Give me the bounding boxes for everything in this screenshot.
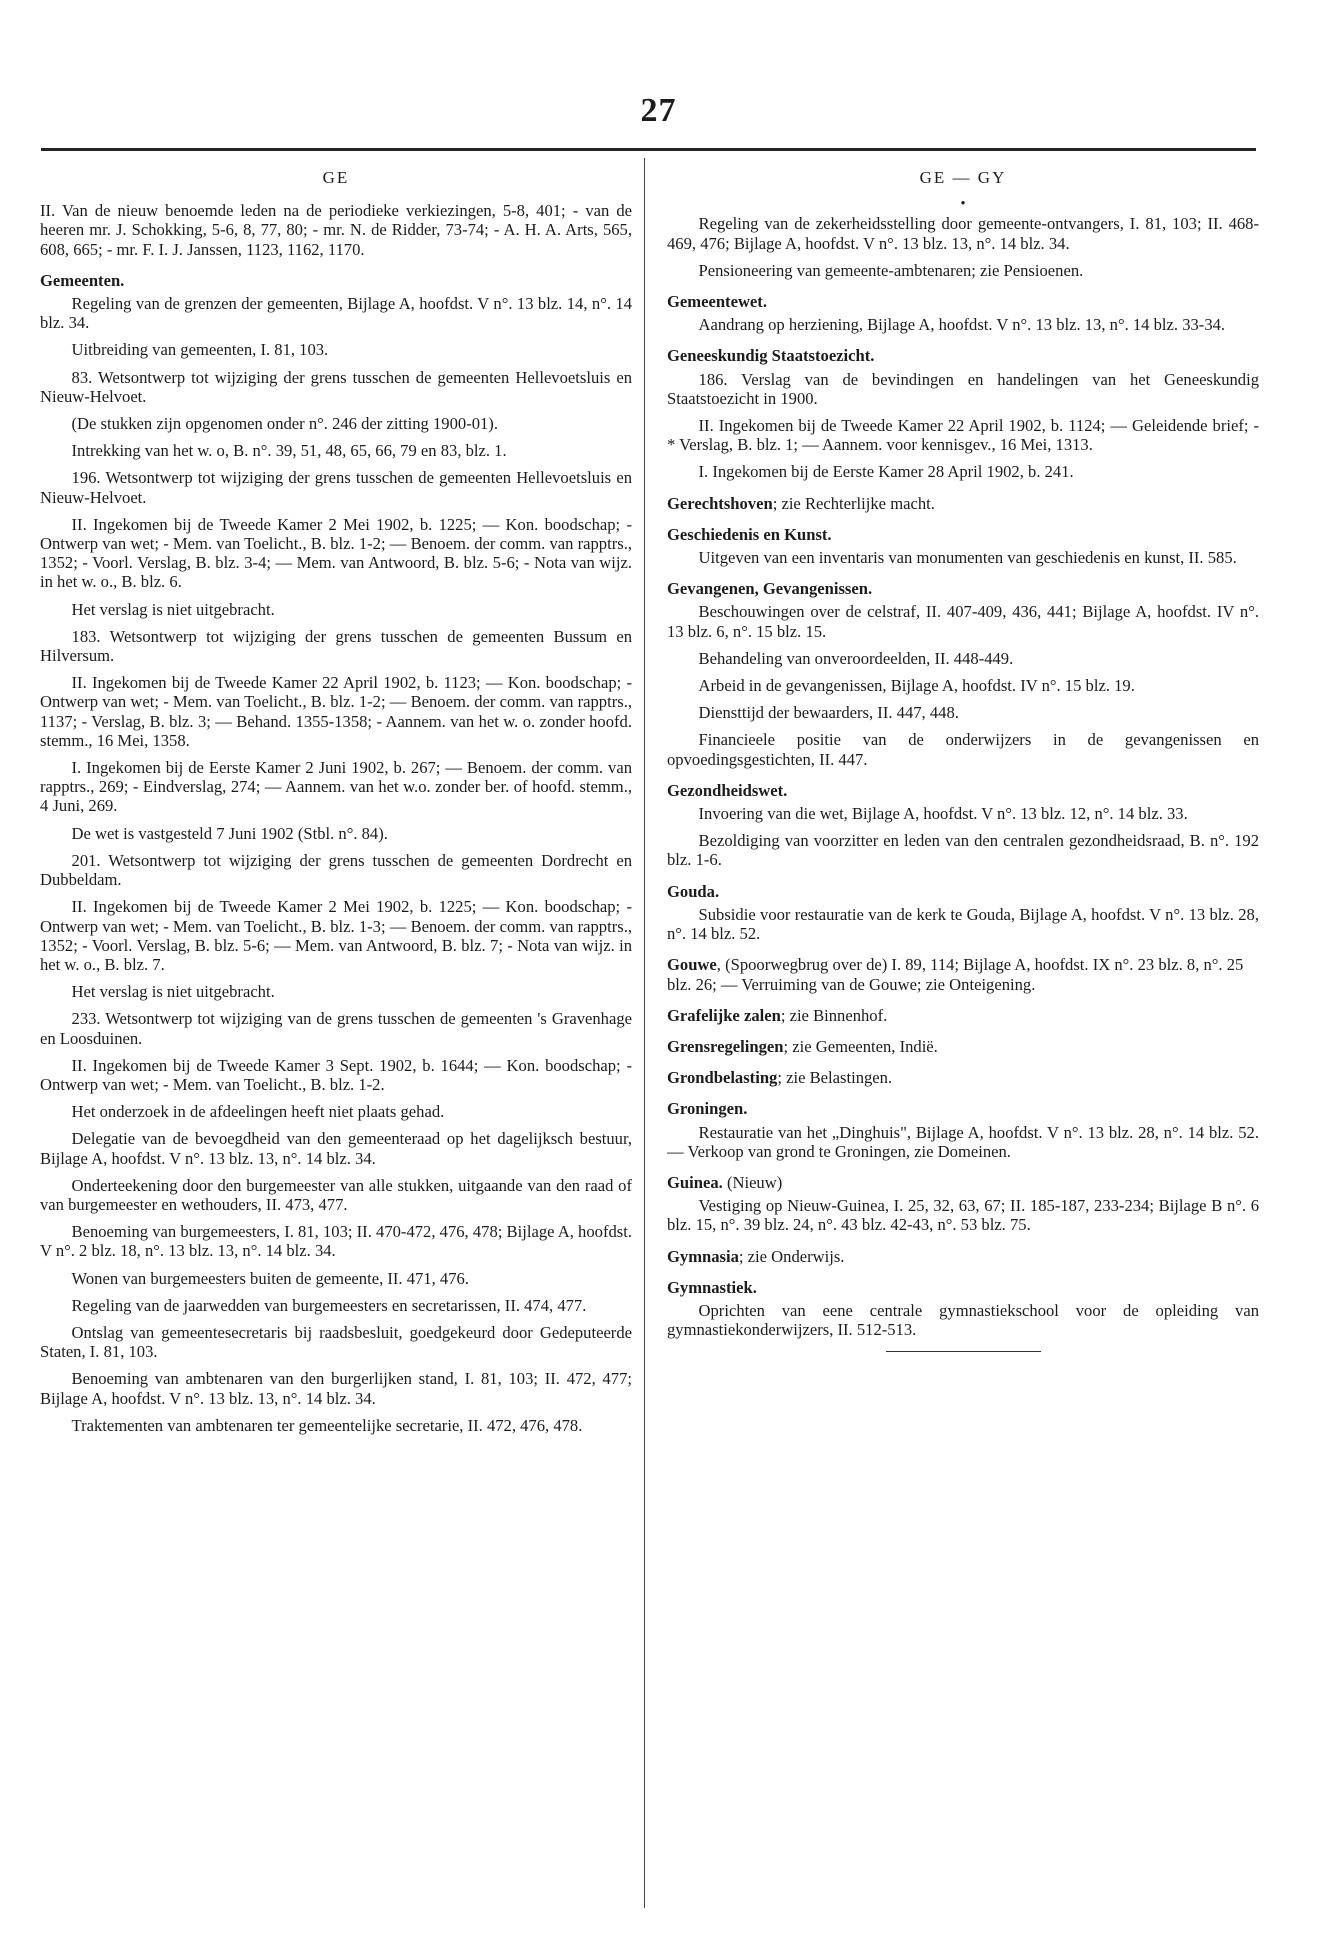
right-column-header: GE — GY — [919, 168, 1007, 187]
entry-heading — [667, 1099, 1259, 1118]
entry-paragraph: De wet is vastgesteld 7 Juni 1902 (Stbl. n°. 84). — [71, 823, 388, 843]
right-column — [667, 168, 1259, 1352]
entry-heading-note: , (Spoorwegbrug over de) I. 89, 114; Bijlage A, hoofdst. IX n°. 23 blz. 8, n°. 25 blz. 26; — Verruiming van de Gouwe; zie Onteigening. — [667, 955, 1244, 994]
entry-heading — [667, 1278, 1259, 1297]
entry-paragraph: 83. Wetsontwerp tot wijziging der grens tusschen de gemeenten Hellevoetsluis en Nieuw-Helvoet. — [40, 367, 632, 406]
entry-heading-text: Groningen. — [667, 1099, 748, 1119]
entry-paragraph: Het verslag is niet uitgebracht. — [71, 599, 275, 619]
entry-heading — [667, 781, 1259, 800]
entry-heading — [667, 1068, 1259, 1087]
entry-paragraph: Benoeming van ambtenaren van den burgerlijken stand, I. 81, 103; II. 472, 477; Bijlage A, hoofdst. V n°. 13 blz. 13, n°. 14 blz. 34. — [40, 1369, 632, 1408]
entry-heading-text: Grafelijke zalen — [667, 1005, 781, 1025]
entry-heading — [667, 1173, 1259, 1192]
entry-heading — [667, 579, 1259, 598]
entry-heading-text: Guinea. — [667, 1172, 723, 1192]
entry-heading-note: ; zie Rechterlijke macht. — [772, 493, 935, 513]
entry-paragraph: 233. Wetsontwerp tot wijziging van de grens tusschen de gemeenten 's Gravenhage en Loosduinen. — [40, 1009, 632, 1048]
entry-paragraph: Aandrang op herziening, Bijlage A, hoofdst. V n°. 13 blz. 13, n°. 14 blz. 33-34. — [698, 315, 1226, 335]
entry-heading-text: Grondbelasting — [667, 1068, 778, 1088]
entry-heading — [667, 494, 1259, 513]
entry-paragraph: 196. Wetsontwerp tot wijziging der grens tusschen de gemeenten Hellevoetsluis en Nieuw-Helvoet. — [40, 468, 632, 507]
entry-paragraph: Arbeid in de gevangenissen, Bijlage A, hoofdst. IV n°. 15 blz. 19. — [698, 676, 1135, 696]
entry-heading-text: Gouwe — [667, 955, 717, 975]
entry-paragraph: 201. Wetsontwerp tot wijziging der grens tusschen de gemeenten Dordrecht en Dubbeldam. — [40, 850, 632, 890]
entry-heading-text: Grensregelingen — [667, 1036, 784, 1056]
entry-heading — [667, 292, 1259, 311]
entry-paragraph: II. Van de nieuw benoemde leden na de periodieke verkiezingen, 5-8, 401; - van de heeren mr. J. Schokking, 5-6, 8, 77, 80; - mr. N. de Ridder, 73-74; - A. H. A. Arts, 565, 608, 665; - mr. F. I. J. Janssen, 1123, 1162, 1170. — [40, 201, 632, 259]
entry-heading — [667, 1037, 1259, 1056]
entry-paragraph: 186. Verslag van de bevindingen en handelingen van het Geneeskundig Staatstoezicht in 1900. — [667, 369, 1259, 408]
entry-heading-text: Geschiedenis en Kunst. — [667, 524, 832, 544]
end-rule — [886, 1351, 1041, 1352]
entry-heading-text: Gymnastiek. — [667, 1277, 757, 1297]
entry-paragraph: Delegatie van de bevoegdheid van den gemeenteraad op het dagelijksch bestuur, Bijlage A, hoofdst. V n°. 13 blz. 13, n°. 14 blz. 34. — [40, 1129, 632, 1168]
column-divider — [644, 158, 645, 1908]
entry-paragraph: Oprichten van eene centrale gymnastiekschool voor de opleiding van gymnastiekonderwijzers, II. 512-513. — [667, 1300, 1259, 1340]
entry-paragraph: Regeling van de grenzen der gemeenten, Bijlage A, hoofdst. V n°. 13 blz. 14, n°. 14 blz. 34. — [40, 294, 632, 333]
page-number: 27 — [640, 92, 677, 129]
entry-paragraph: Traktementen van ambtenaren ter gemeentelijke secretarie, II. 472, 476, 478. — [71, 1415, 583, 1435]
entry-heading-text: Gemeentewet. — [667, 292, 767, 312]
entry-paragraph: Restauratie van het „Dinghuis", Bijlage A, hoofdst. V n°. 13 blz. 28, n°. 14 blz. 52. — Verkoop van grond te Groningen, zie Domeinen. — [667, 1122, 1259, 1161]
entry-paragraph: II. Ingekomen bij de Tweede Kamer 2 Mei 1902, b. 1225; — Kon. boodschap; - Ontwerp van wet; - Mem. van Toelicht., B. blz. 1-2; — Benoem. der comm. van rapptrs., 1352; - Voorl. Verslag, B. blz. 3-4; — Mem. van Antwoord, B. blz. 5-6; - Nota van wijz. in het w. o., B. blz. 6. — [40, 514, 632, 592]
entry-paragraph: II. Ingekomen bij de Tweede Kamer 22 April 1902, b. 1124; — Geleidende brief; - * Verslag, B. blz. 1; — Aannem. voor kennisgev., 16 Mei, 1313. — [667, 416, 1259, 455]
entry-heading — [667, 1247, 1259, 1266]
entry-heading-note: ; zie Binnenhof. — [780, 1005, 888, 1025]
entry-paragraph: Regeling van de jaarwedden van burgemeesters en secretarissen, II. 474, 477. — [71, 1295, 587, 1315]
entry-heading — [667, 955, 1259, 993]
entry-paragraph: Invoering van die wet, Bijlage A, hoofdst. V n°. 13 blz. 12, n°. 14 blz. 33. — [698, 804, 1188, 824]
entry-paragraph: Ontslag van gemeentesecretaris bij raadsbesluit, goedgekeurd door Gedeputeerde Staten, I. 81, 103. — [40, 1322, 632, 1362]
left-column-body — [40, 201, 632, 1435]
entry-heading-text: Geneeskundig Staatstoezicht. — [667, 346, 875, 366]
entry-paragraph: Vestiging op Nieuw-Guinea, I. 25, 32, 63, 67; II. 185-187, 233-234; Bijlage B n°. 6 blz. 15, n°. 39 blz. 24, n°. 43 blz. 42-43, n°. 53 blz. 75. — [667, 1196, 1259, 1235]
entry-paragraph: II. Ingekomen bij de Tweede Kamer 3 Sept. 1902, b. 1644; — Kon. boodschap; - Ontwerp van wet; - Mem. van Toelicht., B. blz. 1-2. — [40, 1055, 632, 1094]
entry-paragraph: Beschouwingen over de celstraf, II. 407-409, 436, 441; Bijlage A, hoofdst. IV n°. 13 blz. 6, n°. 15 blz. 15. — [667, 602, 1259, 641]
entry-paragraph: Het onderzoek in de afdeelingen heeft niet plaats gehad. — [71, 1102, 445, 1122]
entry-heading — [667, 882, 1259, 901]
entry-paragraph: Uitbreiding van gemeenten, I. 81, 103. — [71, 340, 329, 360]
entry-heading-text: Gezondheidswet. — [667, 780, 788, 800]
entry-heading-text: Gouda. — [667, 881, 720, 901]
entry-paragraph: Diensttijd der bewaarders, II. 447, 448. — [698, 703, 959, 723]
entry-paragraph: Het verslag is niet uitgebracht. — [71, 982, 275, 1002]
entry-paragraph: Onderteekening door den burgemeester van alle stukken, uitgaande van den raad of van burgemeester en wethouders, II. 473, 477. — [40, 1175, 632, 1214]
entry-paragraph: Benoeming van burgemeesters, I. 81, 103; II. 470-472, 476, 478; Bijlage A, hoofdst. V n°. 2 blz. 18, n°. 13 blz. 13, n°. 14 blz. 34. — [40, 1222, 632, 1261]
entry-paragraph: Uitgeven van een inventaris van monumenten van geschiedenis en kunst, II. 585. — [698, 548, 1237, 568]
entry-paragraph: Subsidie voor restauratie van de kerk te Gouda, Bijlage A, hoofdst. V n°. 13 blz. 28, n°. 14 blz. 52. — [667, 904, 1259, 944]
entry-paragraph: Financieele positie van de onderwijzers in de gevangenissen en opvoedingsgestichten, II. 447. — [667, 730, 1259, 769]
header-rule — [41, 148, 1256, 151]
entry-paragraph: 183. Wetsontwerp tot wijziging der grens tusschen de gemeenten Bussum en Hilversum. — [40, 626, 632, 666]
entry-heading-note: ; zie Gemeenten, Indië. — [783, 1036, 938, 1056]
right-column-body — [667, 214, 1259, 1339]
entry-paragraph: Behandeling van onveroordeelden, II. 448-449. — [698, 648, 1014, 668]
entry-paragraph: Pensioneering van gemeente-ambtenaren; zie Pensioenen. — [698, 260, 1084, 280]
entry-paragraph: Wonen van burgemeesters buiten de gemeente, II. 471, 476. — [71, 1268, 469, 1288]
entry-heading-text: Gerechtshoven — [667, 493, 773, 513]
entry-heading-note: ; zie Onderwijs. — [738, 1246, 845, 1266]
entry-paragraph: Bezoldiging van voorzitter en leden van den centralen gezondheidsraad, B. n°. 192 blz. 1-6. — [667, 831, 1259, 870]
entry-paragraph: I. Ingekomen bij de Eerste Kamer 28 April 1902, b. 241. — [698, 462, 1074, 482]
entry-heading-text: Gemeenten. — [40, 270, 125, 290]
entry-heading-note: ; zie Belastingen. — [777, 1068, 893, 1088]
entry-heading-text: Gevangenen, Gevangenissen. — [667, 579, 873, 599]
entry-paragraph: Regeling van de zekerheidsstelling door gemeente-ontvangers, I. 81, 103; II. 468-469, 476; Bijlage A, hoofdst. V n°. 13 blz. 13, n°. 14 blz. 34. — [667, 214, 1259, 253]
entry-heading-text: Gymnasia — [667, 1246, 739, 1266]
entry-paragraph: (De stukken zijn opgenomen onder n°. 246 der zitting 1900-01). — [71, 414, 498, 434]
entry-paragraph: I. Ingekomen bij de Eerste Kamer 2 Juni 1902, b. 267; — Benoem. der comm. van rapptrs., 269; - Eindverslag, 274; — Aannem. van het w.o. zonder ber. of hoofd. stemm., 4 Juni, 269. — [40, 758, 632, 816]
entry-heading-note: (Nieuw) — [722, 1172, 783, 1192]
entry-paragraph: Intrekking van het w. o, B. n°. 39, 51, 48, 65, 66, 79 en 83, blz. 1. — [71, 441, 507, 461]
left-column — [40, 168, 632, 1443]
entry-heading — [667, 1006, 1259, 1025]
entry-paragraph: II. Ingekomen bij de Tweede Kamer 22 April 1902, b. 1123; — Kon. boodschap; - Ontwerp van wet; - Mem. van Toelicht., B. blz. 1-2; — Benoem. der comm. van rapptrs., 1137; - Verslag, B. blz. 3; — Behand. 1355-1358; - Aannem. van het w. o. zonder hoofd. stemm., 16 Mei, 1358. — [40, 673, 632, 750]
header-dot: ● — [960, 198, 966, 208]
entry-heading — [667, 346, 1259, 365]
entry-paragraph: II. Ingekomen bij de Tweede Kamer 2 Mei 1902, b. 1225; — Kon. boodschap; - Ontwerp van wet; - Mem. van Toelicht., B. blz. 1-3; — Benoem. der comm. van rapptrs., 1352; - Voorl. Verslag, B. blz. 5-6; — Mem. van Antwoord, B. blz. 7; - Nota van wijz. in het w. o., B. blz. 7. — [40, 897, 632, 974]
entry-heading — [40, 271, 632, 290]
left-column-header: GE — [322, 168, 350, 187]
entry-heading — [667, 525, 1259, 544]
